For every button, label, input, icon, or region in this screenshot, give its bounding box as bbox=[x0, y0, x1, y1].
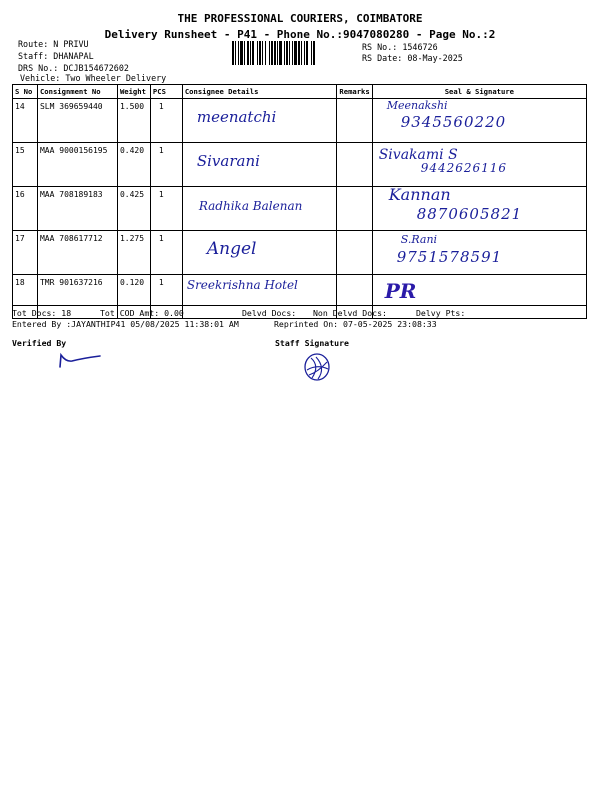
row-consignment-no: SLM 369659440 bbox=[37, 99, 117, 143]
handwritten-consignee: Sreekrishna Hotel bbox=[186, 278, 298, 292]
handwritten-initials: PR bbox=[384, 279, 417, 303]
runsheet-subtitle: Delivery Runsheet - P41 - Phone No.:9047080280 - Page No.:2 bbox=[104, 28, 496, 41]
row-weight: 0.420 bbox=[117, 143, 150, 187]
verified-by-signature bbox=[56, 350, 106, 370]
row-sno: 16 bbox=[13, 187, 38, 231]
handwritten-phone: 8870605821 bbox=[416, 205, 523, 223]
verified-by-label: Verified By bbox=[12, 338, 67, 348]
column-header-sno: S No bbox=[13, 85, 38, 99]
handwritten-phone: 9442626116 bbox=[420, 161, 508, 175]
staff-label: Staff: DHANAPAL bbox=[18, 51, 94, 61]
row-pcs: 1 bbox=[150, 275, 182, 319]
drs-number: DRS No.: DCJB154672602 bbox=[18, 63, 129, 73]
handwritten-consignee: Angel bbox=[206, 239, 257, 259]
row-weight: 1.275 bbox=[117, 231, 150, 275]
table-row bbox=[13, 187, 587, 231]
rs-number: RS No.: 1546726 bbox=[362, 42, 438, 52]
table-row bbox=[13, 143, 587, 187]
rs-date: RS Date: 08-May-2025 bbox=[362, 53, 463, 63]
table-row bbox=[13, 99, 587, 143]
column-header-weight: Weight bbox=[117, 85, 150, 99]
entered-by: Entered By :JAYANTHIP41 05/08/2025 11:38:01 AM bbox=[12, 319, 239, 329]
handwritten-signature-name: Sivakami S bbox=[378, 147, 458, 163]
row-consignment-no: TMR 901637216 bbox=[37, 275, 117, 319]
reprinted-on: Reprinted On: 07-05-2025 23:08:33 bbox=[274, 319, 437, 329]
footer-divider bbox=[12, 305, 587, 306]
company-title: THE PROFESSIONAL COURIERS, COIMBATORE bbox=[177, 12, 423, 25]
handwritten-signature-name: Kannan bbox=[388, 185, 451, 204]
handwritten-consignee: meenatchi bbox=[196, 108, 277, 126]
row-sno: 17 bbox=[13, 231, 38, 275]
delivered-docs: Delvd Docs: bbox=[242, 308, 297, 318]
total-docs: Tot Docs: 18 bbox=[12, 308, 72, 318]
vehicle-label: Vehicle: Two Wheeler Delivery bbox=[20, 73, 167, 83]
row-consignment-no: MAA 708189183 bbox=[37, 187, 117, 231]
row-remarks bbox=[337, 99, 372, 143]
column-header-remarks: Remarks bbox=[337, 85, 372, 99]
row-pcs: 1 bbox=[150, 143, 182, 187]
column-header-pcs: PCS bbox=[150, 85, 182, 99]
row-consignee-details bbox=[182, 187, 337, 231]
handwritten-consignee: Radhika Balenan bbox=[198, 199, 303, 213]
row-consignee-details bbox=[182, 143, 337, 187]
row-weight: 0.120 bbox=[117, 275, 150, 319]
handwritten-signature-name: Meenakshi bbox=[386, 99, 448, 112]
row-consignment-no: MAA 9000156195 bbox=[37, 143, 117, 187]
handwritten-phone: 9345560220 bbox=[400, 113, 507, 131]
table-header-row bbox=[13, 85, 587, 99]
total-cod-amount: Tot COD Amt: 0.00 bbox=[100, 308, 184, 318]
row-sno: 15 bbox=[13, 143, 38, 187]
handwritten-signature-name: S.Rani bbox=[400, 233, 438, 246]
runsheet-table bbox=[12, 84, 587, 319]
row-seal-signature bbox=[372, 187, 586, 231]
row-remarks bbox=[337, 187, 372, 231]
column-header-consignment: Consignment No bbox=[37, 85, 117, 99]
row-seal-signature bbox=[372, 99, 586, 143]
row-seal-signature bbox=[372, 231, 586, 275]
delivery-points: Delvy Pts: bbox=[416, 308, 466, 318]
column-header-seal-signature: Seal & Signature bbox=[372, 85, 586, 99]
row-remarks bbox=[337, 231, 372, 275]
staff-signature-scribble bbox=[300, 350, 334, 384]
row-weight: 1.500 bbox=[117, 99, 150, 143]
table-row bbox=[13, 231, 587, 275]
row-sno: 14 bbox=[13, 99, 38, 143]
row-consignee-details bbox=[182, 99, 337, 143]
non-delivered-docs: Non Delvd Docs: bbox=[313, 308, 387, 318]
row-consignee-details bbox=[182, 231, 337, 275]
barcode bbox=[232, 41, 354, 65]
row-seal-signature bbox=[372, 143, 586, 187]
row-pcs: 1 bbox=[150, 187, 182, 231]
handwritten-phone: 9751578591 bbox=[396, 248, 503, 266]
column-header-consignee: Consignee Details bbox=[182, 85, 337, 99]
handwritten-consignee: Sivarani bbox=[196, 152, 260, 170]
row-weight: 0.425 bbox=[117, 187, 150, 231]
table-row bbox=[13, 275, 587, 319]
row-seal-signature bbox=[372, 275, 586, 319]
route-label: Route: N PRIVU bbox=[18, 39, 89, 49]
row-remarks bbox=[337, 143, 372, 187]
staff-signature-label: Staff Signature bbox=[275, 338, 349, 348]
row-pcs: 1 bbox=[150, 99, 182, 143]
row-sno: 18 bbox=[13, 275, 38, 319]
row-consignment-no: MAA 708617712 bbox=[37, 231, 117, 275]
row-pcs: 1 bbox=[150, 231, 182, 275]
